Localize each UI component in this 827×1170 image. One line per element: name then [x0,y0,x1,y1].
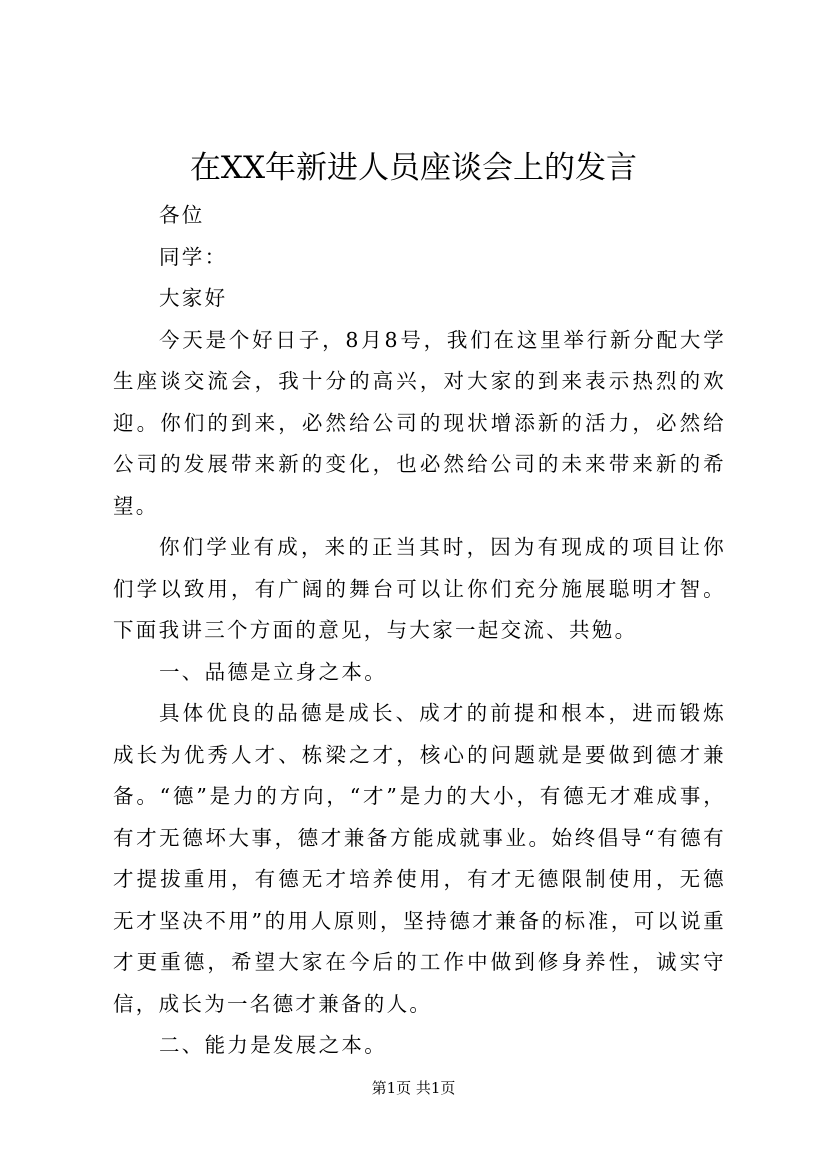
document-body [113,195,726,1067]
greeting-line: 大家好 [159,286,228,310]
paragraph-morality: 具体优良的品德是成长、成才的前提和根本，进而锻炼成长为优秀人才、栋梁之才，核心的问题就是要做到德才兼备。“德”是力的方向，“才”是力的大小，有德无才难成事，有才无德坏大事，德才兼备方能成就事业。始终倡导“有德有才提拔重用，有德无才培养使用，有才无德限制使用，无德无才坚决不用”的用人原则，坚持德才兼备的标准，可以说重才更重德，希望大家在今后的工作中做到修身养性，诚实守信，成长为一名德才兼备的人。 [113,701,726,1016]
paragraph-welcome: 今天是个好日子，8月8号，我们在这里举行新分配大学生座谈交流会，我十分的高兴，对大家的到来表示热烈的欢迎。你们的到来，必然给公司的现状增添新的活力，必然给公司的发展带来新的变化，也必然给公司的未来带来新的希望。 [113,327,726,518]
salutation-line-2: 同学： [159,244,228,269]
section-heading-2: 二、能力是发展之本。 [159,1033,387,1057]
page-footer: 第1页 共1页 [371,1079,456,1097]
paragraph-introduction: 你们学业有成，来的正当其时，因为有现成的项目让你们学以致用，有广阔的舞台可以让你们充分施展聪明才智。下面我讲三个方面的意见，与大家一起交流、共勉。 [113,535,726,642]
document-title: 在XX年新进人员座谈会上的发言 [189,150,638,186]
section-heading-1: 一、品德是立身之本。 [159,659,387,684]
salutation-line-1: 各位 [159,203,205,227]
